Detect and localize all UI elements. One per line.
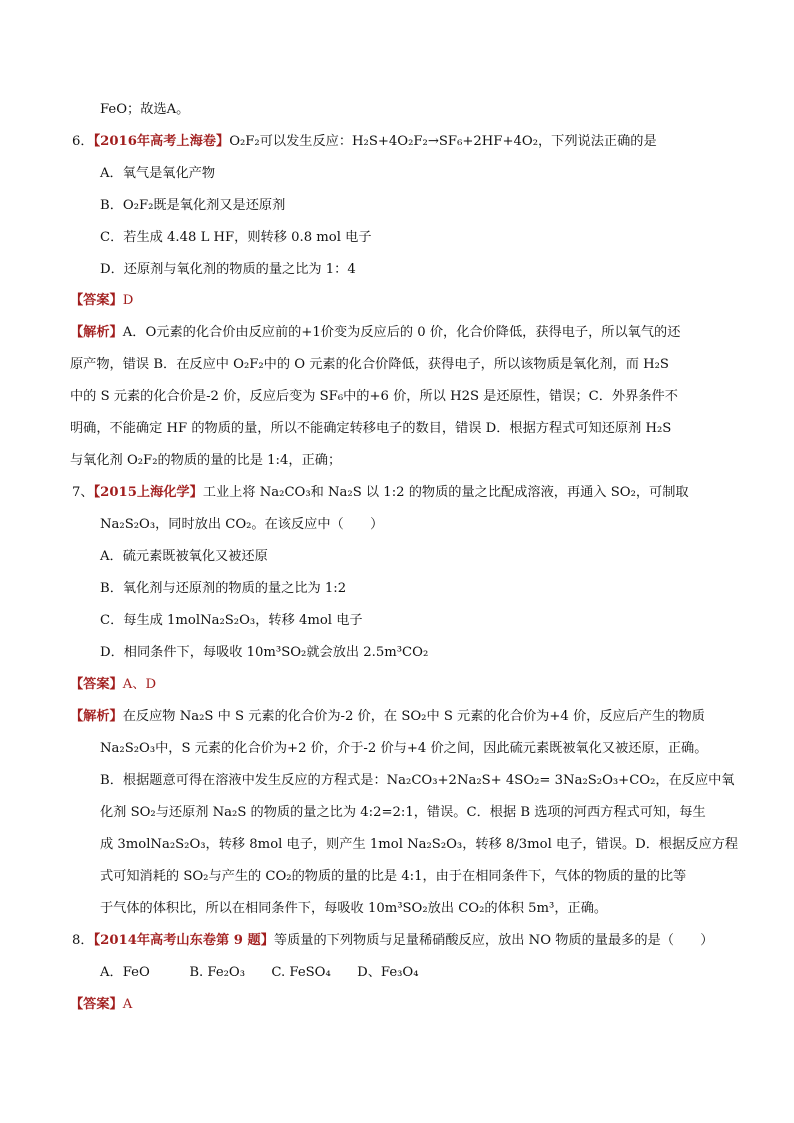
explanation-text: 成 3molNa₂S₂O₃，转移 8mol 电子，则产生 1mol Na₂S₂O₃，转移 8/3mol 电子，错误。D．根据反应方程 [100, 837, 739, 852]
explanation-text: A．O元素的化合价由反应前的+1价变为反应后的 0 价，化合价降低，获得电子，所以氧气的还 [122, 325, 681, 340]
question-7-stem [72, 484, 689, 502]
source-tag: 【2014年高考山东卷第 9 题】 [93, 933, 274, 948]
explanation-text: Na₂S₂O₃中，S 元素的化合价为+2 价，介于-2 价与+4 价之间，因此硫元素既被氧化又被还原，正确。 [100, 741, 708, 756]
explanation-text: 于气体的体积比，所以在相同条件下，每吸收 10m³SO₂放出 CO₂的体积 5m³，正确。 [100, 901, 608, 916]
option-d: D．还原剂与氧化剂的物质的量之比为 1：4 [100, 262, 356, 277]
answer-value: D [122, 293, 134, 308]
explanation-text: 在反应物 Na₂S 中 S 元素的化合价为-2 价，在 SO₂中 S 元素的化合价为+4 价，反应后产生的物质 [122, 709, 705, 724]
answer-value: A、D [122, 677, 157, 692]
prev-answer-tail: FeO；故选A。 [100, 102, 190, 117]
source-tag: 【2015上海化学】 [93, 485, 203, 500]
option-a: A．氧气是氧化产物 [100, 166, 216, 181]
explanation-text: 中的 S 元素的化合价是-2 价，反应后变为 SF₆中的+6 价，所以 H2S 是还原性，错误；C．外界条件不 [70, 389, 678, 404]
explanation-line [70, 324, 680, 342]
question-number: 8． [72, 933, 94, 948]
question-6-stem [72, 133, 657, 151]
question-text: Na₂S₂O₃，同时放出 CO₂。在该反应中（ ） [100, 517, 384, 532]
source-tag: 【2016年高考上海卷】 [93, 134, 230, 149]
option-a: A．硫元素既被氧化又被还原 [100, 549, 268, 564]
option-c: C．若生成 4.48 L HF，则转移 0.8 mol 电子 [100, 230, 372, 245]
option-b: B．氧化剂与还原剂的物质的量之比为 1:2 [100, 581, 347, 596]
answer-line [70, 292, 133, 310]
answer-line [70, 996, 132, 1014]
question-8-stem [72, 932, 713, 950]
answer-tag: 【答案】 [70, 677, 123, 692]
explanation-tag: 【解析】 [70, 325, 123, 340]
explanation-text: B．根据题意可得在溶液中发生反应的方程式是：Na₂CO₃+2Na₂S+ 4SO₂= 3Na₂S₂O₃+CO₂，在反应中氧 [100, 773, 735, 788]
question-number: 7、 [72, 485, 94, 500]
question-text: O₂F₂可以发生反应：H₂S+4O₂F₂→SF₆+2HF+4O₂，下列说法正确的是 [229, 134, 657, 149]
answer-value: A [122, 997, 133, 1012]
option-c: C．每生成 1molNa₂S₂O₃，转移 4mol 电子 [100, 613, 363, 628]
explanation-text: 式可知消耗的 SO₂与产生的 CO₂的物质的量的比是 4:1，由于在相同条件下，气体的物质的量的比等 [100, 869, 687, 884]
question-number: 6． [72, 134, 94, 149]
question-text: 工业上将 Na₂CO₃和 Na₂S 以 1:2 的物质的量之比配成溶液，再通入 SO₂，可制取 [202, 485, 689, 500]
explanation-text: 与氧化剂 O₂F₂的物质的量的比是 1:4，正确； [70, 453, 342, 468]
answer-tag: 【答案】 [70, 293, 123, 308]
explanation-text: 化剂 SO₂与还原剂 Na₂S 的物质的量之比为 4:2=2:1，错误。C．根据 B 选项的河西方程式可知，每生 [100, 805, 706, 820]
explanation-text: 原产物，错误 B．在反应中 O₂F₂中的 O 元素的化合价降低，获得电子，所以该物质是氧化剂，而 H₂S [70, 357, 669, 372]
explanation-text: 明确，不能确定 HF 的物质的量，所以不能确定转移电子的数目，错误 D．根据方程式可知还原剂 H₂S [70, 421, 672, 436]
answer-line [70, 676, 156, 694]
explanation-line [70, 708, 705, 726]
option-d: D．相同条件下，每吸收 10m³SO₂就会放出 2.5m³CO₂ [100, 645, 429, 660]
explanation-tag: 【解析】 [70, 709, 123, 724]
option-b: B．O₂F₂既是氧化剂又是还原剂 [100, 198, 286, 213]
options-row: A．FeO B. Fe₂O₃ C. FeSO₄ D、Fe₃O₄ [100, 965, 419, 980]
answer-tag: 【答案】 [70, 997, 123, 1012]
question-text: 等质量的下列物质与足量稀硝酸反应，放出 NO 物质的量最多的是（ ） [273, 933, 714, 948]
